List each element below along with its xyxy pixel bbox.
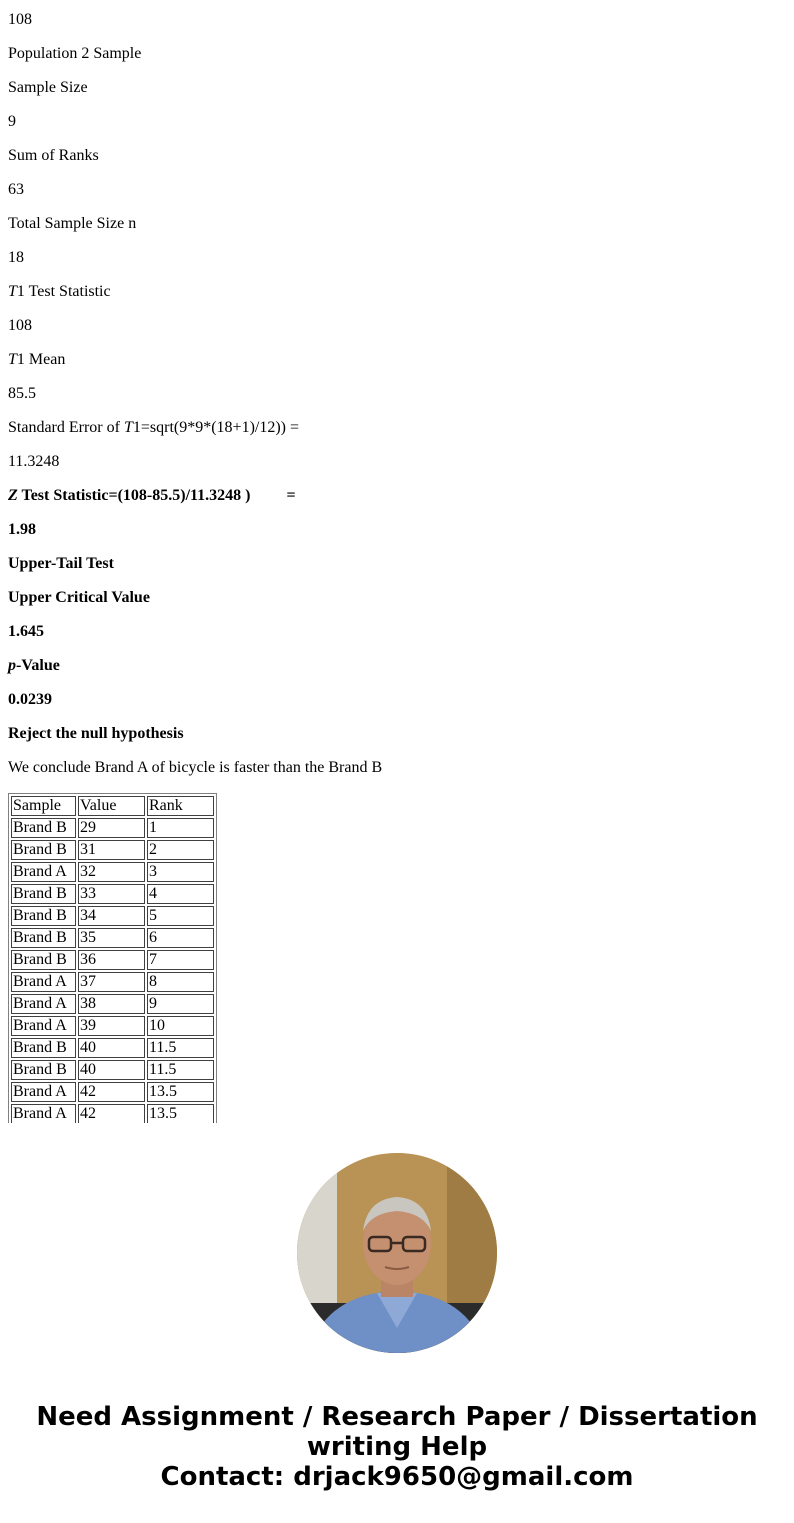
table-cell: 5 [147,906,214,926]
table-cell: Brand A [11,1016,76,1036]
table-row [11,818,214,838]
table-cell: 40 [78,1060,145,1080]
table-cell: 40 [78,1038,145,1058]
table-cell: Brand B [11,1060,76,1080]
table-cell: 35 [78,928,145,948]
table-cell: Brand B [11,1038,76,1058]
line-text: Reject the null hypothesis [8,725,184,742]
line-text: 1 Mean [16,351,66,368]
table-row [11,840,214,860]
text-line: Total Sample Size n [8,215,137,232]
text-line [8,646,786,680]
table-body [11,818,214,1123]
table-cell: 34 [78,906,145,926]
text-line [8,612,786,646]
table-cell: 42 [78,1104,145,1123]
table-cell: Brand B [11,928,76,948]
line-text: Standard Error of [8,419,124,436]
table-row [11,972,214,992]
table-cell: 4 [147,884,214,904]
line-text: Upper-Tail Test [8,555,114,572]
equals-sign: = [286,487,296,504]
table-cell: 13.5 [147,1104,214,1123]
table-cell: Brand A [11,994,76,1014]
table-cell: 3 [147,862,214,882]
table-cell: 29 [78,818,145,838]
text-line [8,408,786,442]
table-cell: 11.5 [147,1038,214,1058]
table-row [11,1016,214,1036]
table-cell: 11.5 [147,1060,214,1080]
table-row [11,1038,214,1058]
text-line: 85.5 [8,385,36,402]
document-body [8,0,786,782]
table-cell: Brand A [11,1082,76,1102]
table-row [11,1104,214,1123]
text-line [8,680,786,714]
table-cell: 42 [78,1082,145,1102]
text-line: We conclude Brand A of bicycle is faster than the Brand B [8,759,383,776]
line-text: 0.0239 [8,691,52,708]
author-photo [297,1153,497,1353]
text-line [8,714,786,748]
table-cell: Brand B [11,884,76,904]
person-portrait-image [297,1153,497,1353]
text-line: 108 [8,317,32,334]
italic-t: T [8,351,17,368]
table-cell: Brand B [11,950,76,970]
table-row [11,1082,214,1102]
table-cell: 31 [78,840,145,860]
text-line: 11.3248 [8,453,60,470]
text-line [8,272,786,306]
italic-t: T [8,283,17,300]
table-row [11,862,214,882]
text-line [8,510,786,544]
line-text: 1.645 [8,623,44,640]
table-cell: 2 [147,840,214,860]
footer-line: Need Assignment / Research Paper / Dissertation [36,1402,758,1432]
table-cell: 32 [78,862,145,882]
italic-t: T [123,419,133,436]
column-header: Sample [11,796,76,816]
text-line [8,578,786,612]
contact-banner [0,1402,794,1492]
table-row [11,950,214,970]
table-cell: Brand A [11,972,76,992]
table-cell: 10 [147,1016,214,1036]
table-cell: 37 [78,972,145,992]
text-line: Population 2 Sample [8,45,142,62]
table-cell: 39 [78,1016,145,1036]
italic-z: Z [8,487,18,504]
text-line [8,476,786,510]
rank-table [8,793,217,1123]
table-cell: Brand A [11,862,76,882]
text-line [8,340,786,374]
table-cell: 8 [147,972,214,992]
line-text: Test Statistic=(108-85.5)/11.3248 ) [21,487,251,504]
footer-contact: Contact: drjack9650@gmail.com [160,1462,634,1492]
table-cell: 6 [147,928,214,948]
table-cell: 1 [147,818,214,838]
table-row [11,1060,214,1080]
table-cell: Brand B [11,906,76,926]
footer-line: writing Help [306,1432,488,1462]
table-cell: 13.5 [147,1082,214,1102]
rank-table-container [8,793,218,1123]
column-header: Rank [147,796,214,816]
text-line: 108 [8,11,32,28]
text-line: 63 [8,181,24,198]
line-text: 1.98 [8,521,36,538]
table-row [11,906,214,926]
table-row [11,928,214,948]
text-line: 9 [8,113,16,130]
text-line: 18 [8,249,24,266]
line-text: 1=sqrt(9*9*(18+1)/12)) = [132,419,300,436]
text-line: Sum of Ranks [8,147,99,164]
table-cell: 9 [147,994,214,1014]
table-cell: 38 [78,994,145,1014]
line-text: Upper Critical Value [8,589,150,606]
table-header-row [11,796,214,816]
table-cell: 7 [147,950,214,970]
table-row [11,884,214,904]
text-line: Sample Size [8,79,88,96]
column-header: Value [78,796,145,816]
table-cell: 33 [78,884,145,904]
table-cell: Brand A [11,1104,76,1123]
table-cell: 36 [78,950,145,970]
table-cell: Brand B [11,818,76,838]
line-text: -Value [16,657,60,674]
italic-p: p [8,657,16,674]
table-row [11,994,214,1014]
text-line [8,544,786,578]
table-cell: Brand B [11,840,76,860]
line-text: 1 Test Statistic [16,283,111,300]
